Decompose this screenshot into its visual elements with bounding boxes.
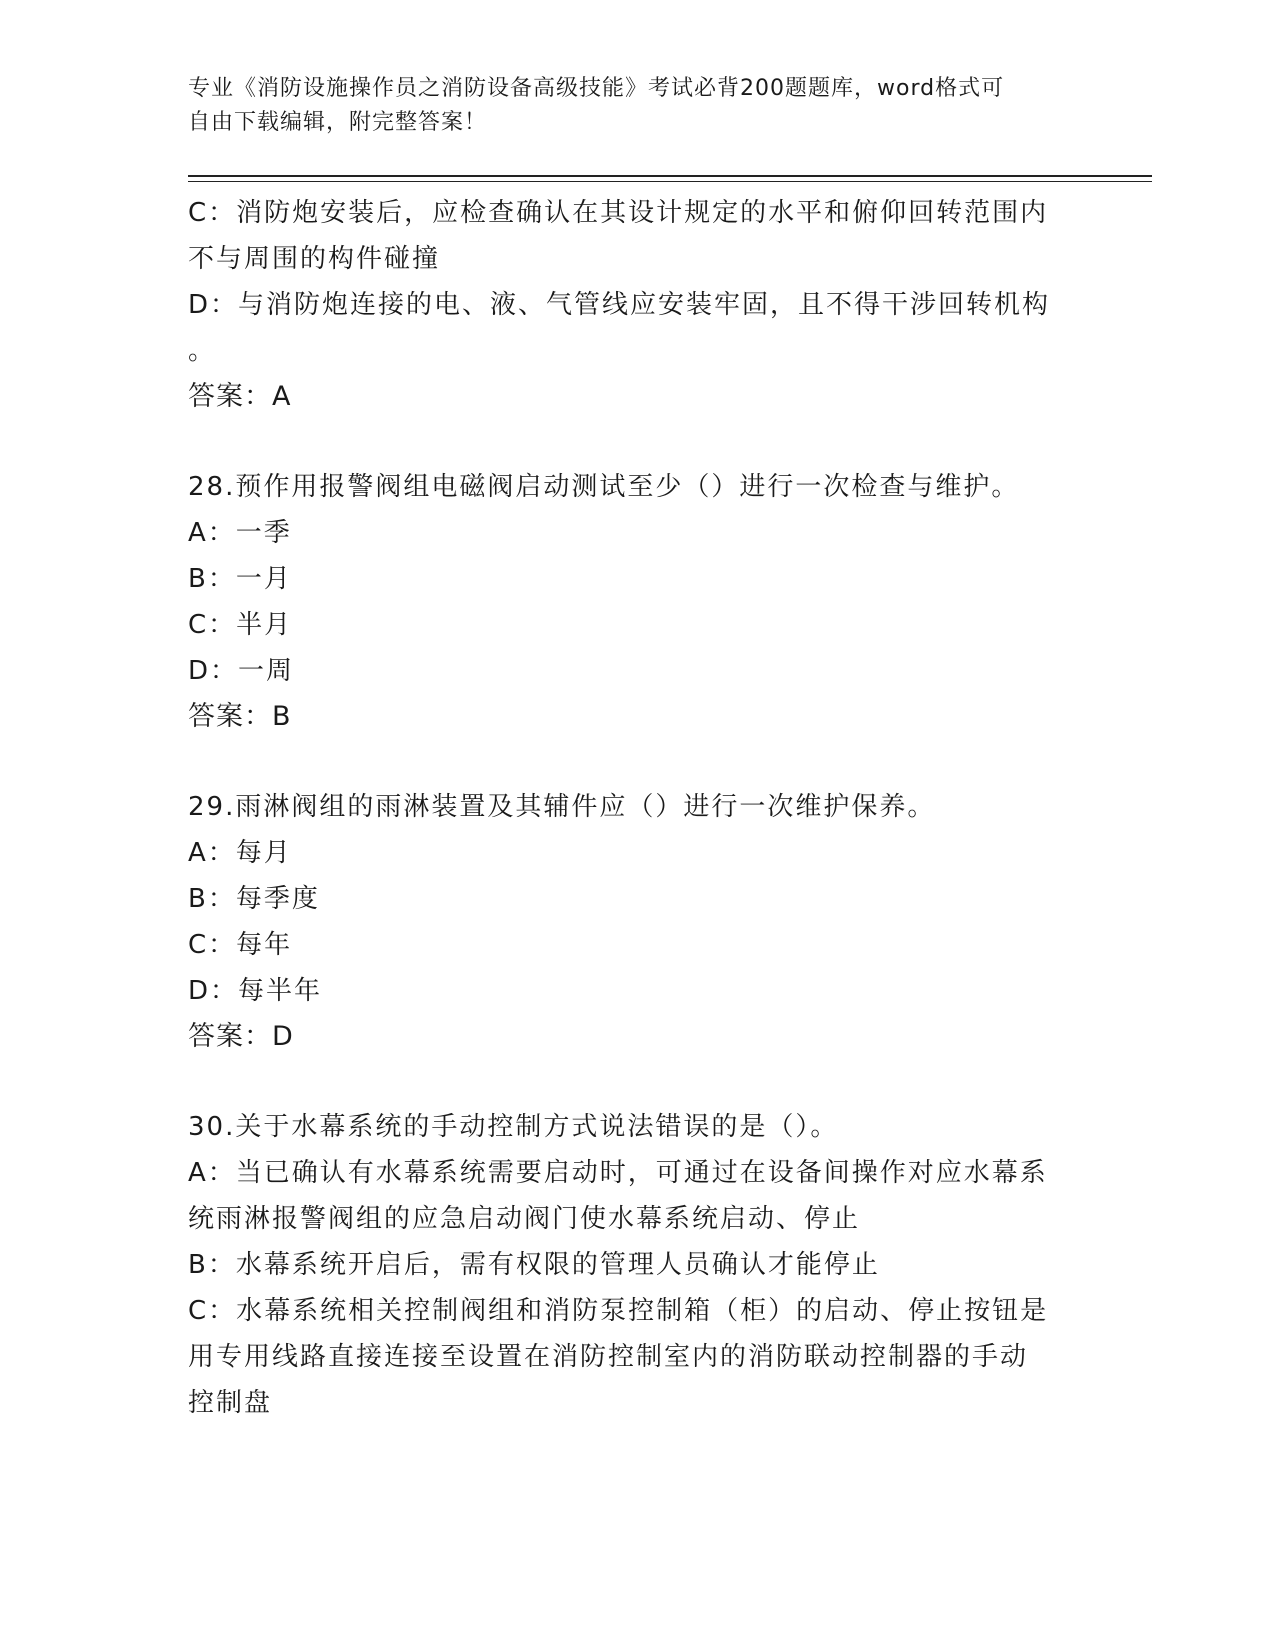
header-divider-thick [188, 175, 1152, 177]
option-b: B：每季度 [188, 884, 320, 914]
option-d-line-2: 。 [188, 336, 217, 366]
question-content [188, 190, 1088, 1426]
spacer [188, 1060, 1088, 1104]
header-divider-thin [188, 181, 1152, 182]
question-stem: 29.雨淋阀组的雨淋装置及其辅件应（）进行一次维护保养。 [188, 792, 936, 822]
option-a: A：每月 [188, 838, 292, 868]
header-line-1: 专业《消防设施操作员之消防设备高级技能》考试必背200题题库，word格式可 [188, 76, 1005, 101]
question-stem: 28.预作用报警阀组电磁阀启动测试至少（）进行一次检查与维护。 [188, 472, 1020, 502]
option-c: C：半月 [188, 610, 293, 640]
option-c: C：每年 [188, 930, 293, 960]
question-28-block [188, 464, 1088, 740]
option-d: D：一周 [188, 656, 295, 686]
answer-label: 答案：D [188, 1021, 294, 1052]
option-b: B：一月 [188, 564, 292, 594]
answer-label: 答案：B [188, 701, 292, 732]
option-d-line-1: D：与消防炮连接的电、液、气管线应安装牢固，且不得干涉回转机构 [188, 290, 1051, 320]
option-c-line-3: 控制盘 [188, 1388, 273, 1418]
question-stem: 30.关于水幕系统的手动控制方式说法错误的是（）。 [188, 1112, 839, 1142]
page-header [188, 72, 1068, 140]
option-a-line-2: 统雨淋报警阀组的应急启动阀门使水幕系统启动、停止 [188, 1204, 861, 1234]
header-line-2: 自由下载编辑，附完整答案！ [188, 110, 488, 135]
answer-label: 答案：A [188, 381, 292, 412]
option-c-line-2: 用专用线路直接连接至设置在消防控制室内的消防联动控制器的手动 [188, 1342, 1029, 1372]
option-a-line-1: A：当已确认有水幕系统需要启动时，可通过在设备间操作对应水幕系 [188, 1158, 1048, 1188]
option-c-line-2: 不与周围的构件碰撞 [188, 244, 441, 274]
question-30-block [188, 1104, 1088, 1426]
option-b: B：水幕系统开启后，需有权限的管理人员确认才能停止 [188, 1250, 880, 1280]
option-c-line-1: C：消防炮安装后，应检查确认在其设计规定的水平和俯仰回转范围内 [188, 198, 1049, 228]
spacer [188, 740, 1088, 784]
option-c-line-1: C：水幕系统相关控制阀组和消防泵控制箱（柜）的启动、停止按钮是 [188, 1296, 1049, 1326]
previous-question-block [188, 190, 1088, 420]
question-29-block [188, 784, 1088, 1060]
option-a: A：一季 [188, 518, 292, 548]
option-d: D：每半年 [188, 976, 323, 1006]
spacer [188, 420, 1088, 464]
